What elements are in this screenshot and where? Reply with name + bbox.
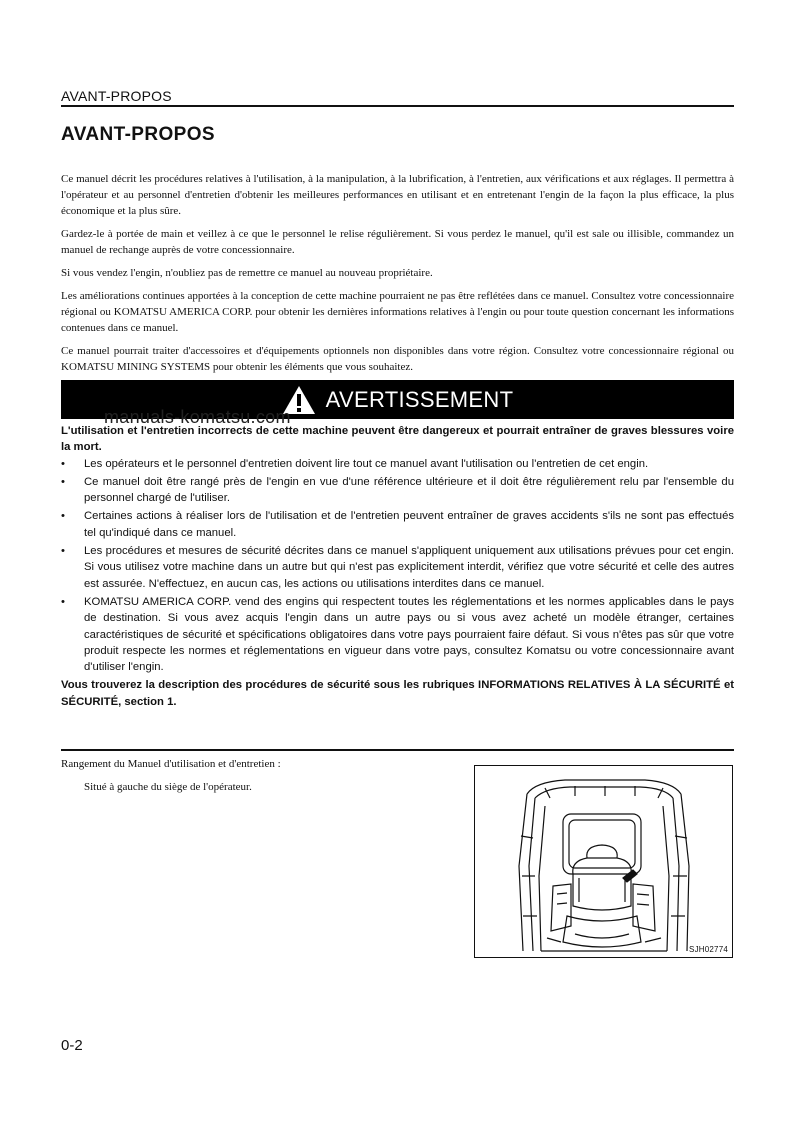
- bullet-symbol: •: [61, 595, 65, 608]
- list-item-text: Ce manuel doit être rangé près de l'engin en vue d'une référence ultérieure et il doit être régulièrement relu par l'ensemble du personnel chargé de l'utiliser.: [84, 475, 734, 505]
- warning-lead: L'utilisation et l'entretien incorrects de cette machine peuvent être dangereux et pourrait entraîner de graves blessures voire la mort.: [61, 425, 734, 454]
- bullet-symbol: •: [61, 510, 65, 523]
- operator-cab-illustration-icon: [475, 766, 734, 959]
- page-title: AVANT-PROPOS: [61, 124, 215, 145]
- warning-closing: Vous trouverez la description des procédures de sécurité sous les rubriques INFORMATIONS RELATIVES À LA SÉCURITÉ et SÉCURITÉ, section 1.: [61, 679, 734, 708]
- bullet-symbol: •: [61, 475, 65, 488]
- intro-paragraph: Ce manuel pourrait traiter d'accessoires et d'équipements optionnels non disponibles dans votre région. Consultez votre concessionnaire régional ou KOMATSU MINING SYSTEMS pour obtenir les éléments que vous souhaitez.: [61, 345, 734, 373]
- list-item-text: Certaines actions à réaliser lors de l'utilisation et de l'entretien peuvent entraîner de graves accidents s'ils ne sont pas effectués tel qu'indiqué dans ce manuel.: [84, 510, 734, 539]
- intro-paragraph: Si vous vendez l'engin, n'oubliez pas de remettre ce manuel au nouveau propriétaire.: [61, 267, 433, 279]
- figure-code: SJH02774: [689, 945, 728, 954]
- cab-figure: [474, 765, 733, 958]
- watermark: manuals-komatsu.com: [104, 407, 291, 427]
- intro-section: [61, 171, 734, 382]
- list-item-text: Les procédures et mesures de sécurité décrites dans ce manuel s'appliquent uniquement aux utilisations prévues pour cet engin. Si vous utilisez votre machine dans un autre but qui n'est pas explicitement interdit, vérifiez que votre sécurité et celle des autres est assurée. N'effectuez, en aucun cas, les actions ou utilisations interdites dans ce manuel.: [84, 545, 734, 590]
- list-item: [61, 508, 734, 541]
- running-header: AVANT-PROPOS: [61, 88, 734, 107]
- intro-paragraph: Ce manuel décrit les procédures relatives à l'utilisation, à la manipulation, à la lubrification, à l'entretien, aux vérifications et aux réglages. Il permettra à l'opérateur et au personnel d'entretien d'obtenir les meilleures performances en utilisant et en entretenant l'engin de la façon la plus efficace, la plus économique et la plus sûre.: [61, 173, 734, 217]
- list-item-text: Les opérateurs et le personnel d'entretien doivent lire tout ce manuel avant l'utilisation ou l'entretien de cet engin.: [84, 457, 649, 470]
- warning-bottom-rule: [61, 749, 734, 751]
- warning-bullet-list: [61, 456, 734, 676]
- page-number: 0-2: [61, 1037, 83, 1054]
- list-item: [61, 594, 734, 675]
- intro-paragraph: Les améliorations continues apportées à la conception de cette machine pourraient ne pas être reflétées dans ce manuel. Consultez votre concessionnaire régional ou KOMATSU AMERICA CORP. pour obtenir les dernières informations relatives à l'engin ou pour toute question concernant les informations contenues dans ce manuel.: [61, 290, 734, 334]
- bullet-symbol: •: [61, 545, 65, 558]
- list-item: [61, 474, 734, 507]
- bullet-symbol: •: [61, 457, 65, 470]
- warning-title: AVERTISSEMENT: [325, 386, 514, 412]
- list-item: [61, 543, 734, 592]
- storage-label: Rangement du Manuel d'utilisation et d'entretien :: [61, 758, 281, 770]
- storage-location: Situé à gauche du siège de l'opérateur.: [84, 781, 252, 793]
- warning-body: [61, 423, 734, 710]
- intro-paragraph: Gardez-le à portée de main et veillez à ce que le personnel le relise régulièrement. Si vous perdez le manuel, qu'il est sale ou illisible, commandez un manuel de rechange auprès de votre concessionnaire.: [61, 228, 734, 256]
- list-item: [61, 456, 734, 472]
- list-item-text: KOMATSU AMERICA CORP. vend des engins qui respectent toutes les réglementations et les normes applicables dans le pays de destination. Si vous avez acquis l'engin dans un autre pays ou si vous avez acheté un modèle étranger, certaines caractéristiques de sécurité et spécifications obligatoires dans votre pays pourraient faire défaut. Si vous n'êtes pas sûr que votre produit respecte les normes et réglementations en vigueur dans votre pays, consultez Komatsu ou votre concessionnaire avant d'utiliser l'engin.: [84, 595, 734, 674]
